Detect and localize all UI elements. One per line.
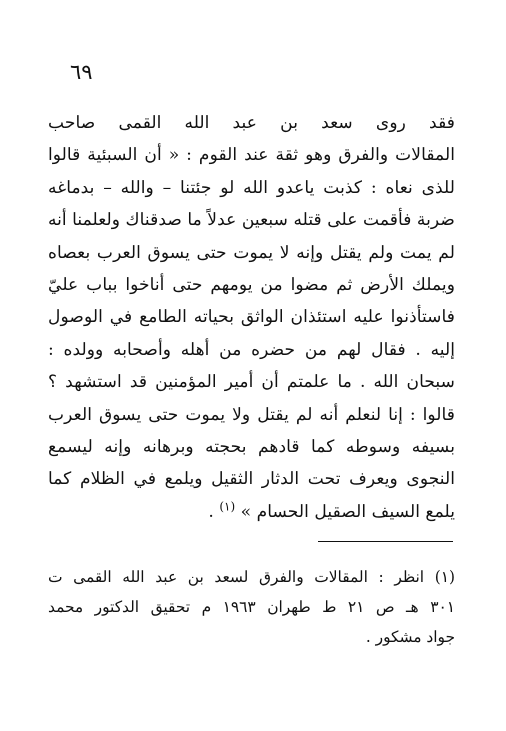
text-line: قالوا : إنا لنعلم أنه لم يقتل ولا يموت حتى يسوق العرب bbox=[48, 404, 455, 425]
text-line: إليه . فقال لهم من حضره من أهله وأصحابه وولده : bbox=[48, 339, 455, 360]
footnote-line: ٣٠١ هـ ص ٢١ ط طهران ١٩٦٣ م تحقيق الدكتور محمد bbox=[48, 598, 455, 616]
text-line: بسيفه وسوطه كما قادهم بحجته وبرهانه وإنه ليسمع bbox=[48, 436, 455, 457]
text-line-content: يلمع السيف الصقيل الحسام » bbox=[240, 501, 455, 522]
footnote-separator bbox=[318, 541, 453, 542]
text-line: المقالات والفرق وهو ثقة عند القوم : « أن السبئية قالوا bbox=[48, 145, 455, 166]
page-number: ٦٩ bbox=[70, 60, 93, 84]
text-line-last bbox=[48, 496, 455, 528]
closing-period: . bbox=[208, 501, 220, 522]
footnote-reference[interactable]: (١) bbox=[219, 498, 236, 513]
text-line: النجوى ويعرف تحت الدثار الثقيل ويلمع في الظلام كما bbox=[48, 469, 455, 490]
text-line: سبحان الله . ما علمتم أن أمير المؤمنين قد استشهد ؟ bbox=[48, 372, 455, 393]
text-line: للذى نعاه : كذبت ياعدو الله لو جئتنا – والله – بدماغه bbox=[48, 177, 455, 198]
main-text bbox=[48, 107, 455, 528]
footnote bbox=[48, 562, 455, 652]
footnote-line: (١) انظر : المقالات والفرق لسعد بن عبد الله القمى ت bbox=[48, 568, 455, 586]
text-line: لم يمت ولم يقتل وإنه لا يموت حتى يسوق العرب بعصاه bbox=[48, 242, 455, 263]
text-line: فقد روى سعد بن عبد الله القمى صاحب bbox=[48, 113, 455, 133]
text-line: ضربة فأقمت على قتله سبعين عدلاً ما صدقناك ولعلمنا أنه bbox=[48, 210, 455, 231]
text-line: ويملك الأرض ثم مضوا من يومهم حتى أناخوا بباب عليّ bbox=[48, 274, 455, 295]
text-line: فاستأذنوا عليه استئذان الواثق بحياته الطامع في الوصول bbox=[48, 307, 455, 328]
footnote-line: جواد مشكور . bbox=[365, 628, 455, 646]
